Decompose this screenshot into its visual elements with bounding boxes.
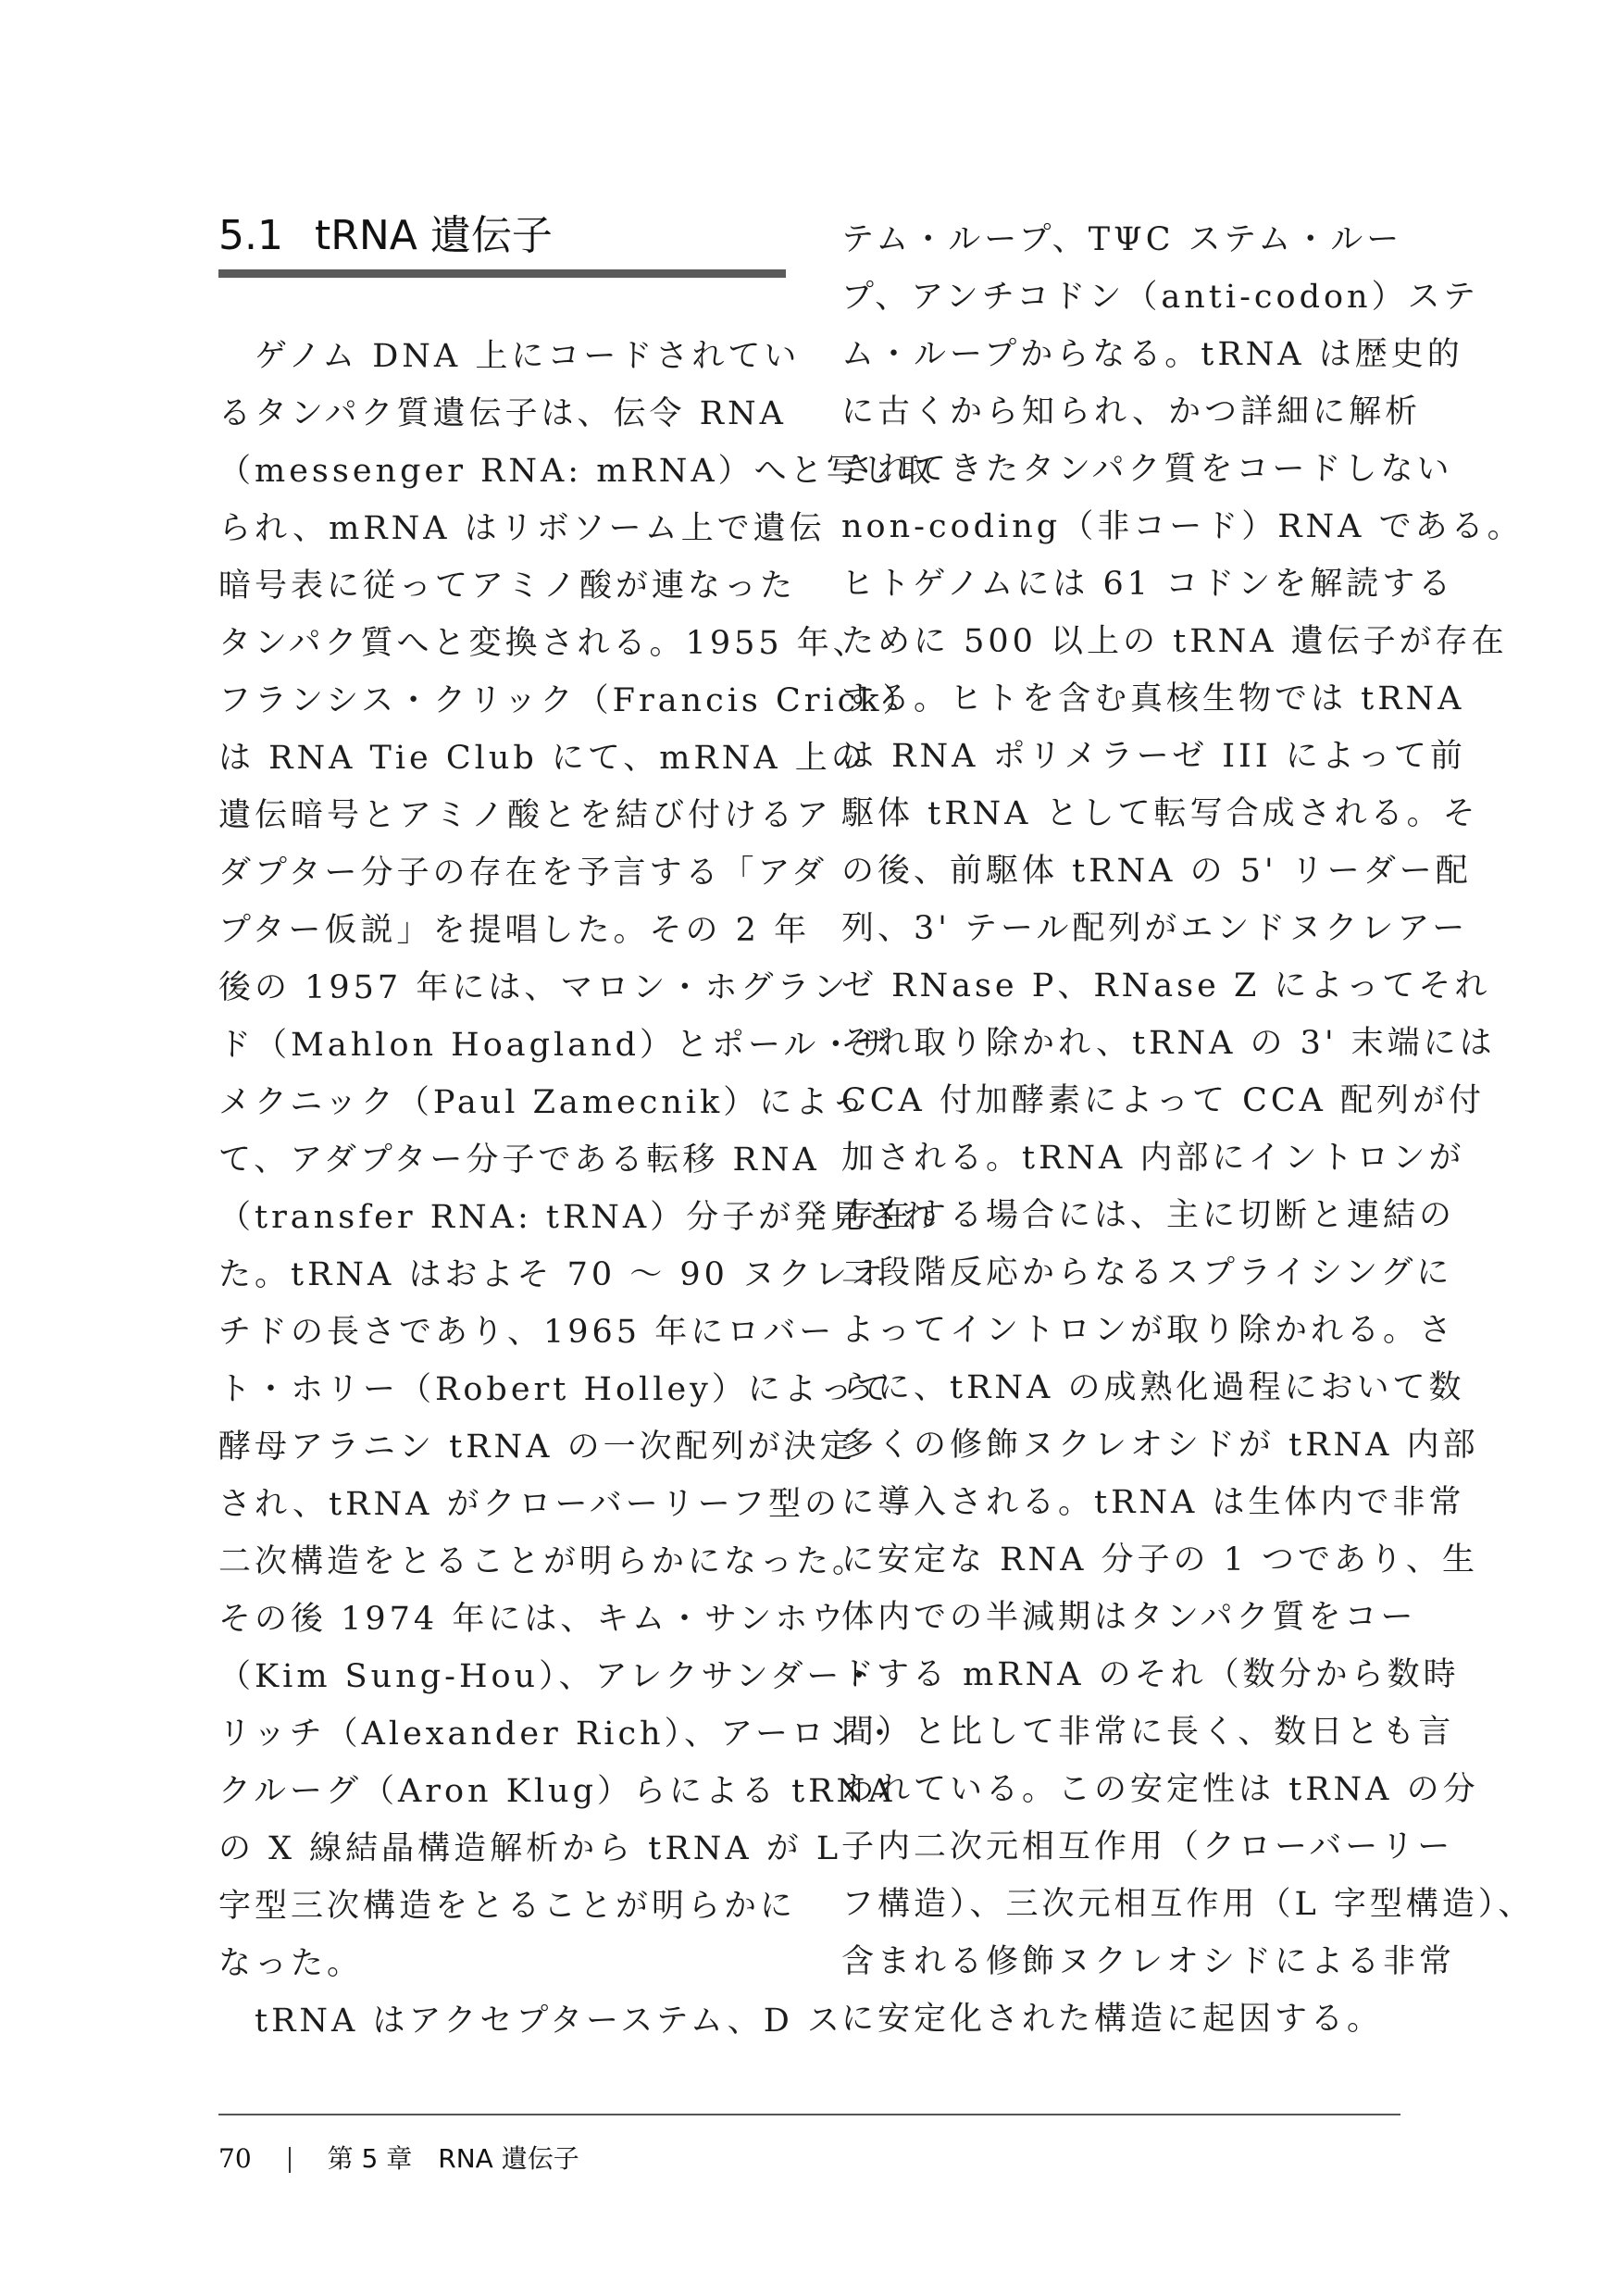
text-line: ゲノム DNA 上にコードされてい bbox=[218, 338, 801, 375]
text-line: ド（Mahlon Hoagland）とポール・ザ bbox=[218, 1027, 892, 1064]
page-footer bbox=[218, 2139, 579, 2179]
text-line: 加される。tRNA 内部にイントロンが bbox=[841, 1140, 1465, 1177]
text-line: に安定化された構造に起因する。 bbox=[841, 2001, 1384, 2038]
text-line: 酵母アラニン tRNA の一次配列が決定 bbox=[218, 1429, 856, 1466]
text-line: ム・ループからなる。tRNA は歴史的 bbox=[841, 336, 1463, 373]
text-line: する。ヒトを含む真核生物では tRNA bbox=[841, 680, 1465, 718]
text-line: 列、3' テール配列がエンドヌクレアー bbox=[841, 910, 1469, 947]
text-line: は RNA ポリメラーゼ III によって前 bbox=[841, 738, 1466, 775]
text-line: は RNA Tie Club にて、mRNA 上の bbox=[218, 740, 867, 777]
text-line: られ、mRNA はリボソーム上で遺伝 bbox=[218, 510, 826, 547]
section-title: tRNA 遺伝子 bbox=[315, 212, 553, 259]
text-line: メクニック（Paul Zamecnik）によっ bbox=[218, 1084, 868, 1121]
text-line: プ、アンチコドン（anti-codon）ステ bbox=[841, 279, 1479, 316]
footer-divider bbox=[218, 2114, 1400, 2115]
text-line: （messenger RNA: mRNA）へと写し取 bbox=[218, 453, 935, 490]
text-line: ト・ホリー（Robert Holley）によって bbox=[218, 1371, 892, 1408]
text-line: tRNA はアクセプターステム、D ス bbox=[218, 2003, 843, 2040]
text-line: 遺伝暗号とアミノ酸とを結び付けるア bbox=[218, 797, 833, 834]
text-line: その後 1974 年には、キム・サンホウ bbox=[218, 1601, 848, 1638]
text-line: ゼ RNase P、RNase Z によってそれ bbox=[841, 967, 1491, 1004]
text-line: 字型三次構造をとることが明らかに bbox=[218, 1888, 797, 1925]
text-line: 後の 1957 年には、マロン・ホグラン bbox=[218, 969, 850, 1006]
text-line: されてきたタンパク質をコードしない bbox=[841, 451, 1453, 488]
text-line: た。tRNA はおよそ 70 〜 90 ヌクレオ bbox=[218, 1256, 888, 1293]
text-line: 間）と比して非常に長く、数日とも言 bbox=[841, 1714, 1455, 1751]
text-line: （transfer RNA: tRNA）分子が発見され bbox=[218, 1199, 940, 1236]
text-line: に導入される。tRNA は生体内で非常 bbox=[841, 1484, 1465, 1521]
text-line: フランシス・クリック（Francis Crick） bbox=[218, 682, 919, 719]
text-line: 体内での半減期はタンパク質をコー bbox=[841, 1599, 1417, 1636]
text-line: 暗号表に従ってアミノ酸が連なった bbox=[218, 568, 797, 605]
text-line: ドする mRNA のそれ（数分から数時 bbox=[841, 1656, 1460, 1693]
text-line: （Kim Sung-Hou）、アレクサンダー・ bbox=[218, 1658, 879, 1695]
text-line: ぞれ取り除かれ、tRNA の 3' 末端には bbox=[841, 1025, 1496, 1062]
text-line: なった。 bbox=[218, 1945, 364, 1982]
text-line: 駆体 tRNA として転写合成される。そ bbox=[841, 795, 1479, 832]
text-line: われている。この安定性は tRNA の分 bbox=[841, 1771, 1479, 1808]
text-line: リッチ（Alexander Rich）、アーロン・ bbox=[218, 1716, 901, 1753]
text-line: チドの長さであり、1965 年にロバー bbox=[218, 1314, 836, 1351]
text-line: よってイントロンが取り除かれる。さ bbox=[841, 1312, 1456, 1349]
text-line: 二段階反応からなるスプライシングに bbox=[841, 1254, 1453, 1292]
text-line: 多くの修飾ヌクレオシドが tRNA 内部 bbox=[841, 1427, 1479, 1464]
text-line: の X 線結晶構造解析から tRNA が L bbox=[218, 1830, 842, 1867]
text-line: プター仮説」を提唱した。その 2 年 bbox=[218, 912, 811, 949]
text-line: ために 500 以上の tRNA 遺伝子が存在 bbox=[841, 623, 1508, 660]
text-line: 二次構造をとることが明らかになった。 bbox=[218, 1543, 869, 1580]
text-line: タンパク質へと変換される。1955 年、 bbox=[218, 625, 869, 662]
section-number: 5.1 bbox=[218, 212, 283, 259]
text-line: 子内二次元相互作用（クローバーリー bbox=[841, 1828, 1454, 1866]
page-number: 70 bbox=[218, 2143, 252, 2174]
text-line: に古くから知られ、かつ詳細に解析 bbox=[841, 393, 1422, 430]
right-column bbox=[841, 211, 1535, 2048]
text-line: 含まれる修飾ヌクレオシドによる非常 bbox=[841, 1943, 1456, 1980]
text-line: 存在する場合には、主に切断と連結の bbox=[841, 1197, 1456, 1234]
text-line: るタンパク質遺伝子は、伝令 RNA bbox=[218, 395, 787, 432]
text-line: の後、前駆体 tRNA の 5' リーダー配 bbox=[841, 853, 1472, 890]
text-line: テム・ループ、TΨC ステム・ルー bbox=[841, 221, 1403, 258]
text-line: て、アダプター分子である転移 RNA bbox=[218, 1142, 820, 1179]
text-line: フ構造）、三次元相互作用（L 字型構造）、 bbox=[841, 1886, 1535, 1923]
text-line: らに、tRNA の成熟化過程において数 bbox=[841, 1369, 1465, 1406]
text-line: ダプター分子の存在を予言する「アダ bbox=[218, 855, 828, 892]
text-line: に安定な RNA 分子の 1 つであり、生 bbox=[841, 1541, 1479, 1578]
left-column bbox=[218, 328, 940, 2050]
text-line: ヒトゲノムには 61 コドンを解読する bbox=[841, 566, 1455, 603]
section-heading bbox=[218, 208, 786, 281]
heading-underline bbox=[218, 269, 786, 278]
text-line: non-coding（非コード）RNA である。 bbox=[841, 508, 1524, 545]
text-line: され、tRNA がクローバーリーフ型の bbox=[218, 1486, 841, 1523]
text-line: CCA 付加酵素によって CCA 配列が付 bbox=[841, 1082, 1486, 1119]
chapter-title: 第 5 章 RNA 遺伝子 bbox=[327, 2143, 579, 2174]
footer-separator bbox=[289, 2147, 291, 2173]
text-line: クルーグ（Aron Klug）らによる tRNA bbox=[218, 1773, 896, 1810]
